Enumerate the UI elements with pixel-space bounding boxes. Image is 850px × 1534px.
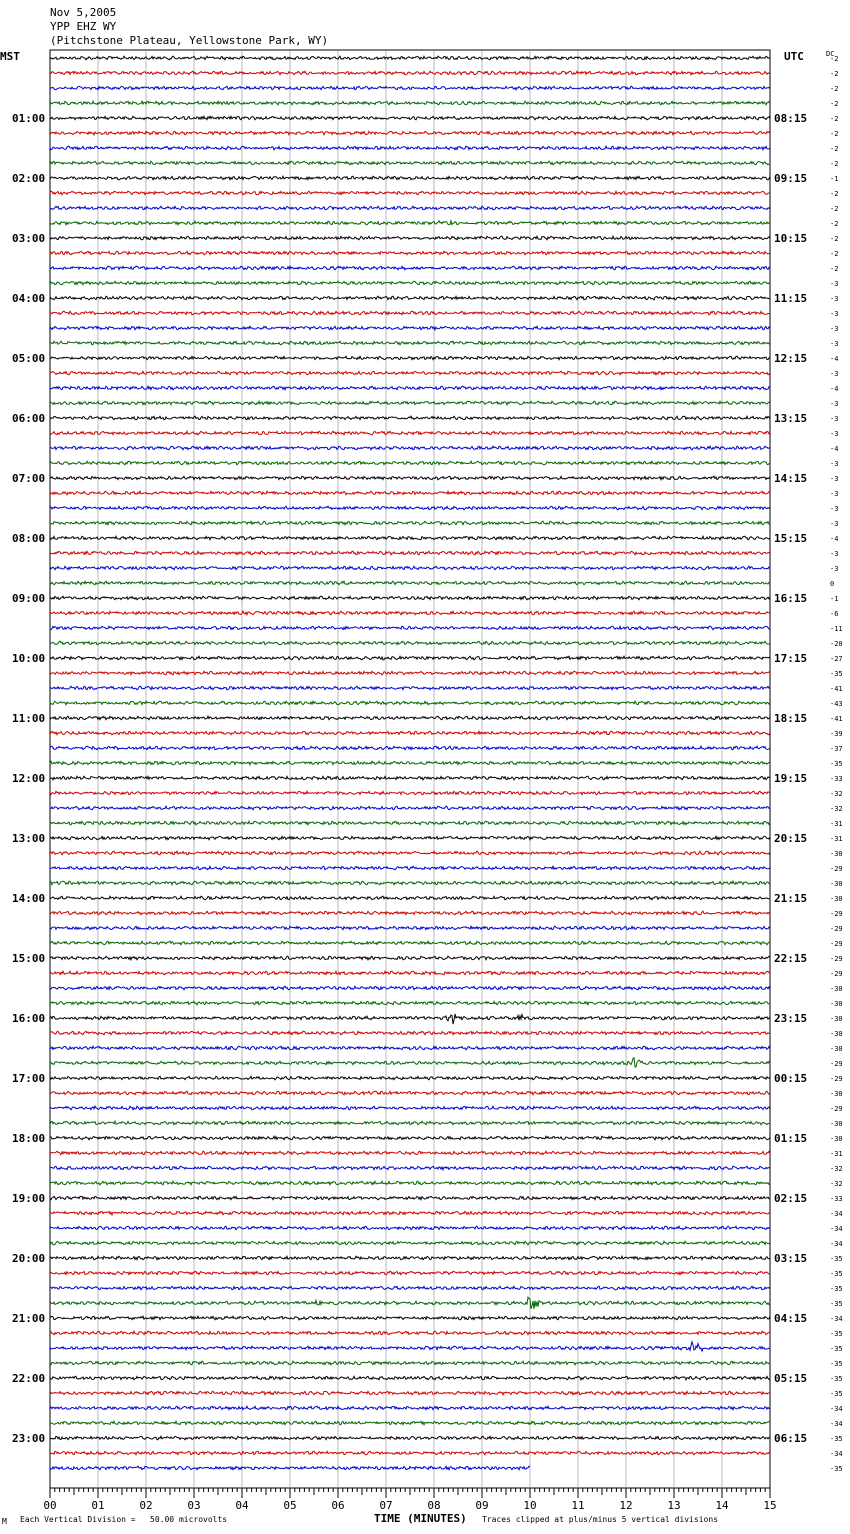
utc-hour-label: 13:15 — [774, 412, 808, 425]
seismic-trace — [50, 566, 770, 570]
utc-hour-label: 19:15 — [774, 772, 808, 785]
dc-offset-label: -3 — [830, 550, 839, 558]
seismic-trace — [50, 1361, 770, 1365]
mst-hour-label: 16:00 — [12, 1012, 46, 1025]
seismic-trace — [50, 326, 770, 329]
seismic-trace — [50, 446, 770, 450]
dc-offset-label: -34 — [830, 1240, 843, 1248]
seismic-trace — [50, 56, 770, 60]
mst-hour-label: 05:00 — [12, 352, 46, 365]
dc-offset-label: -20 — [830, 640, 843, 648]
seismic-trace — [50, 821, 770, 825]
dc-offset-label: -1 — [830, 175, 839, 183]
seismic-trace — [50, 1091, 770, 1095]
dc-offset-label: -3 — [830, 280, 839, 288]
dc-offset-label: -3 — [830, 520, 839, 528]
seismic-trace — [50, 476, 770, 480]
utc-hour-label: 14:15 — [774, 472, 808, 485]
seismic-trace — [50, 941, 770, 945]
dc-offset-label: -35 — [830, 1435, 843, 1443]
dc-offset-label: -3 — [830, 295, 839, 303]
seismic-trace — [50, 746, 770, 750]
dc-offset-label: -35 — [830, 1330, 843, 1338]
seismic-trace — [50, 1376, 770, 1380]
seismic-trace — [50, 1421, 770, 1425]
dc-offset-label: -3 — [830, 430, 839, 438]
dc-offset-label: -29 — [830, 865, 843, 873]
utc-hour-label: 06:15 — [774, 1432, 808, 1445]
seismic-trace — [50, 1166, 770, 1170]
seismic-trace — [50, 641, 770, 645]
seismic-trace — [50, 1331, 770, 1335]
seismic-trace — [50, 296, 770, 300]
seismic-trace — [50, 896, 770, 900]
mst-hour-label: 11:00 — [12, 712, 46, 725]
seismic-trace — [50, 1001, 770, 1005]
mst-hour-label: 17:00 — [12, 1072, 46, 1085]
mst-hour-label: 18:00 — [12, 1132, 46, 1145]
mst-hour-label: 02:00 — [12, 172, 46, 185]
seismic-trace — [50, 1046, 770, 1050]
dc-offset-label: -2 — [830, 85, 839, 93]
x-tick-label: 15 — [763, 1499, 777, 1512]
dc-offset-label: -33 — [830, 1195, 843, 1203]
dc-offset-label: -2 — [830, 220, 839, 228]
seismic-trace — [50, 611, 770, 615]
seismic-trace — [50, 341, 770, 345]
dc-offset-label: -4 — [830, 355, 839, 363]
x-tick-label: 11 — [571, 1499, 585, 1512]
seismic-trace — [50, 1436, 770, 1439]
record-date: Nov 5,2005 — [50, 6, 117, 19]
dc-offset-label: -35 — [830, 1300, 843, 1308]
mst-hour-label: 03:00 — [12, 232, 46, 245]
x-tick-label: 00 — [43, 1499, 57, 1512]
dc-offset-label: -2 — [830, 130, 839, 138]
x-tick-label: 13 — [667, 1499, 681, 1512]
dc-offset-label: -35 — [830, 1345, 843, 1353]
mst-hour-label: 19:00 — [12, 1192, 46, 1205]
utc-hour-label: 10:15 — [774, 232, 808, 245]
mst-hour-label: 23:00 — [12, 1432, 46, 1445]
seismic-trace — [50, 1406, 770, 1410]
dc-offset-label: -30 — [830, 1045, 843, 1053]
utc-hour-label: 02:15 — [774, 1192, 808, 1205]
dc-offset-label: -30 — [830, 850, 843, 858]
dc-offset-label: -3 — [830, 415, 839, 423]
utc-hour-label: 03:15 — [774, 1252, 808, 1265]
utc-hour-label: 20:15 — [774, 832, 808, 845]
dc-offset-label: 0 — [830, 580, 835, 588]
dc-offset-label: -1 — [830, 595, 839, 603]
dc-offset-label: -35 — [830, 670, 843, 678]
seismic-trace — [50, 701, 770, 705]
seismic-trace — [50, 116, 770, 120]
mst-hour-label: 08:00 — [12, 532, 46, 545]
dc-offset-label: -4 — [830, 445, 839, 453]
x-tick-label: 04 — [235, 1499, 249, 1512]
seismic-trace — [50, 1316, 770, 1320]
seismic-trace — [50, 791, 770, 795]
mst-hour-label: 07:00 — [12, 472, 46, 485]
dc-offset-label: -41 — [830, 715, 843, 723]
dc-offset-label: -29 — [830, 925, 843, 933]
seismic-trace — [50, 71, 770, 75]
mst-hour-label: 15:00 — [12, 952, 46, 965]
seismic-trace — [50, 221, 770, 225]
seismic-trace — [50, 1451, 770, 1455]
utc-hour-label: 12:15 — [774, 352, 808, 365]
dc-offset-label: -43 — [830, 700, 843, 708]
dc-offset-label: -3 — [830, 325, 839, 333]
dc-offset-label: -27 — [830, 655, 843, 663]
seismic-trace — [50, 1196, 770, 1200]
x-tick-label: 05 — [283, 1499, 297, 1512]
seismic-trace — [50, 506, 770, 510]
seismic-trace — [50, 1342, 770, 1351]
seismic-trace — [50, 251, 770, 255]
mst-hour-label: 06:00 — [12, 412, 46, 425]
seismic-trace — [50, 401, 770, 405]
x-tick-label: 07 — [379, 1499, 393, 1512]
seismic-trace — [50, 1256, 770, 1260]
dc-offset-label: -29 — [830, 1105, 843, 1113]
seismic-trace — [50, 881, 770, 885]
dc-offset-label: -39 — [830, 730, 843, 738]
x-tick-label: 06 — [331, 1499, 345, 1512]
dc-offset-label: -35 — [830, 1360, 843, 1368]
dc-offset-label: -29 — [830, 940, 843, 948]
dc-offset-label: -34 — [830, 1225, 843, 1233]
dc-offset-label: -29 — [830, 1060, 843, 1068]
seismic-trace — [50, 671, 770, 675]
dc-offset-label: -34 — [830, 1420, 843, 1428]
dc-offset-label: -34 — [830, 1405, 843, 1413]
mst-hour-label: 04:00 — [12, 292, 46, 305]
dc-offset-label: -2 — [830, 115, 839, 123]
dc-offset-label: -6 — [830, 610, 839, 618]
dc-offset-label: -35 — [830, 1390, 843, 1398]
seismic-trace — [50, 86, 770, 90]
dc-offset-label: -3 — [830, 400, 839, 408]
seismic-trace — [50, 956, 770, 960]
seismic-trace — [50, 731, 770, 735]
dc-offset-label: -2 — [830, 70, 839, 78]
dc-offset-label: -30 — [830, 1000, 843, 1008]
dc-offset-label: -3 — [830, 475, 839, 483]
seismic-trace — [50, 356, 770, 360]
dc-offset-label: -2 — [830, 235, 839, 243]
seismic-trace — [50, 1031, 770, 1035]
utc-hour-label: 17:15 — [774, 652, 808, 665]
mst-hour-label: 20:00 — [12, 1252, 46, 1265]
dc-offset-label: -2 — [830, 100, 839, 108]
seismic-trace — [50, 761, 770, 765]
station-location: (Pitchstone Plateau, Yellowstone Park, WY) — [50, 34, 329, 47]
seismic-trace — [50, 1241, 770, 1245]
dc-offset-label: -2 — [830, 265, 839, 273]
mst-hour-label: 14:00 — [12, 892, 46, 905]
dc-offset-label: -35 — [830, 1255, 843, 1263]
x-tick-label: 09 — [475, 1499, 489, 1512]
x-axis-title: TIME (MINUTES) — [374, 1512, 467, 1525]
mst-hour-label: 22:00 — [12, 1372, 46, 1385]
dc-offset-label: -3 — [830, 565, 839, 573]
seismic-trace — [50, 596, 770, 600]
utc-hour-label: 05:15 — [774, 1372, 808, 1385]
footer-mark: M — [2, 1517, 7, 1526]
mst-label: MST — [0, 50, 20, 63]
dc-offset-label: -37 — [830, 745, 843, 753]
seismic-trace — [50, 1014, 770, 1024]
x-tick-label: 03 — [187, 1499, 201, 1512]
scale-note: Each Vertical Division = 50.00 microvolts — [20, 1515, 228, 1524]
utc-hour-label: 04:15 — [774, 1312, 808, 1325]
seismic-trace — [50, 146, 770, 150]
seismic-trace — [50, 716, 770, 720]
dc-offset-label: -30 — [830, 1135, 843, 1143]
utc-hour-label: 00:15 — [774, 1072, 808, 1085]
dc-offset-label: -34 — [830, 1450, 843, 1458]
dc-offset-label: -29 — [830, 910, 843, 918]
seismic-trace — [50, 1211, 770, 1215]
dc-offset-label: -30 — [830, 1030, 843, 1038]
seismic-trace — [50, 521, 770, 525]
dc-offset-label: -31 — [830, 1150, 843, 1158]
dc-offset-label: -3 — [830, 505, 839, 513]
dc-offset-label: -30 — [830, 1090, 843, 1098]
utc-hour-label: 15:15 — [774, 532, 808, 545]
seismic-trace — [50, 266, 770, 270]
dc-offset-label: -3 — [830, 460, 839, 468]
x-tick-label: 08 — [427, 1499, 441, 1512]
dc-offset-label: -3 — [830, 370, 839, 378]
seismic-trace — [50, 191, 770, 194]
dc-offset-label: -2 — [830, 55, 839, 63]
seismic-trace — [50, 176, 770, 179]
dc-offset-label: -30 — [830, 1015, 843, 1023]
seismic-trace — [50, 1151, 770, 1155]
seismic-trace — [50, 101, 770, 105]
x-tick-label: 01 — [91, 1499, 105, 1512]
dc-offset-label: -34 — [830, 1315, 843, 1323]
dc-offset-label: -34 — [830, 1210, 843, 1218]
seismic-trace — [50, 431, 770, 435]
seismic-trace — [50, 806, 770, 810]
dc-offset-label: -35 — [830, 1285, 843, 1293]
seismic-trace — [50, 536, 770, 540]
seismic-trace — [50, 491, 770, 494]
seismic-trace — [50, 131, 770, 135]
seismic-trace — [50, 836, 770, 839]
seismic-trace — [50, 851, 770, 855]
utc-hour-label: 23:15 — [774, 1012, 808, 1025]
seismic-trace — [50, 1297, 770, 1309]
seismic-trace — [50, 1391, 770, 1395]
dc-offset-label: -29 — [830, 970, 843, 978]
seismic-trace — [50, 626, 770, 630]
utc-hour-label: 21:15 — [774, 892, 808, 905]
seismic-trace — [50, 911, 770, 915]
mst-hour-label: 21:00 — [12, 1312, 46, 1325]
utc-hour-label: 11:15 — [774, 292, 808, 305]
dc-offset-label: -3 — [830, 310, 839, 318]
dc-offset-label: -31 — [830, 835, 843, 843]
seismic-trace — [50, 236, 770, 240]
seismic-trace — [50, 311, 770, 315]
dc-offset-label: -33 — [830, 775, 843, 783]
seismic-trace — [50, 161, 770, 165]
dc-offset-label: -30 — [830, 895, 843, 903]
mst-hour-label: 09:00 — [12, 592, 46, 605]
dc-offset-label: -4 — [830, 385, 839, 393]
seismic-trace — [50, 581, 770, 585]
utc-hour-label: 18:15 — [774, 712, 808, 725]
seismic-trace — [50, 281, 770, 285]
x-tick-label: 02 — [139, 1499, 153, 1512]
dc-offset-label: -30 — [830, 985, 843, 993]
dc-offset-label: -29 — [830, 955, 843, 963]
utc-label: UTC — [784, 50, 804, 63]
dc-header-label: DC — [826, 50, 835, 58]
dc-offset-label: -2 — [830, 250, 839, 258]
seismic-trace — [50, 1076, 770, 1080]
seismic-trace — [50, 1136, 770, 1140]
dc-offset-label: -35 — [830, 1270, 843, 1278]
mst-hour-label: 12:00 — [12, 772, 46, 785]
seismic-trace — [50, 971, 770, 975]
seismic-trace — [50, 926, 770, 930]
dc-offset-label: -35 — [830, 1375, 843, 1383]
mst-hour-label: 10:00 — [12, 652, 46, 665]
seismic-trace — [50, 1271, 770, 1274]
dc-offset-label: -2 — [830, 145, 839, 153]
seismic-trace — [50, 1106, 770, 1110]
dc-offset-label: -32 — [830, 1180, 843, 1188]
dc-offset-label: -11 — [830, 625, 843, 633]
dc-offset-label: -2 — [830, 205, 839, 213]
dc-offset-label: -35 — [830, 760, 843, 768]
dc-offset-label: -31 — [830, 820, 843, 828]
seismic-trace — [50, 461, 770, 465]
seismic-trace — [50, 1181, 770, 1185]
dc-offset-label: -3 — [830, 490, 839, 498]
utc-hour-label: 09:15 — [774, 172, 808, 185]
dc-offset-label: -2 — [830, 190, 839, 198]
x-tick-label: 12 — [619, 1499, 633, 1512]
dc-offset-label: -4 — [830, 535, 839, 543]
utc-hour-label: 22:15 — [774, 952, 808, 965]
seismic-trace — [50, 986, 770, 990]
seismic-trace — [50, 416, 770, 420]
seismic-trace — [50, 386, 770, 390]
seismic-trace — [50, 371, 770, 375]
station-code: YPP EHZ WY — [50, 20, 117, 33]
dc-offset-label: -29 — [830, 1075, 843, 1083]
dc-offset-label: -32 — [830, 805, 843, 813]
seismic-trace — [50, 1226, 770, 1230]
mst-hour-label: 01:00 — [12, 112, 46, 125]
seismic-trace — [50, 1121, 770, 1125]
dc-offset-label: -32 — [830, 1165, 843, 1173]
seismic-trace — [50, 866, 770, 870]
seismic-trace — [50, 776, 770, 780]
utc-hour-label: 01:15 — [774, 1132, 808, 1145]
seismic-trace — [50, 551, 770, 555]
mst-hour-label: 13:00 — [12, 832, 46, 845]
x-tick-label: 10 — [523, 1499, 537, 1512]
dc-offset-label: -30 — [830, 1120, 843, 1128]
dc-offset-label: -41 — [830, 685, 843, 693]
dc-offset-label: -2 — [830, 160, 839, 168]
seismic-trace — [50, 206, 770, 210]
dc-offset-label: -35 — [830, 1465, 843, 1473]
seismic-trace — [50, 686, 770, 690]
seismic-trace — [50, 1058, 770, 1067]
dc-offset-label: -32 — [830, 790, 843, 798]
utc-hour-label: 08:15 — [774, 112, 808, 125]
clip-note: Traces clipped at plus/minus 5 vertical divisions — [482, 1515, 719, 1524]
seismic-trace — [50, 656, 770, 660]
utc-hour-label: 16:15 — [774, 592, 808, 605]
dc-offset-label: -30 — [830, 880, 843, 888]
dc-offset-label: -3 — [830, 340, 839, 348]
seismic-trace — [50, 1286, 770, 1290]
x-tick-label: 14 — [715, 1499, 729, 1512]
